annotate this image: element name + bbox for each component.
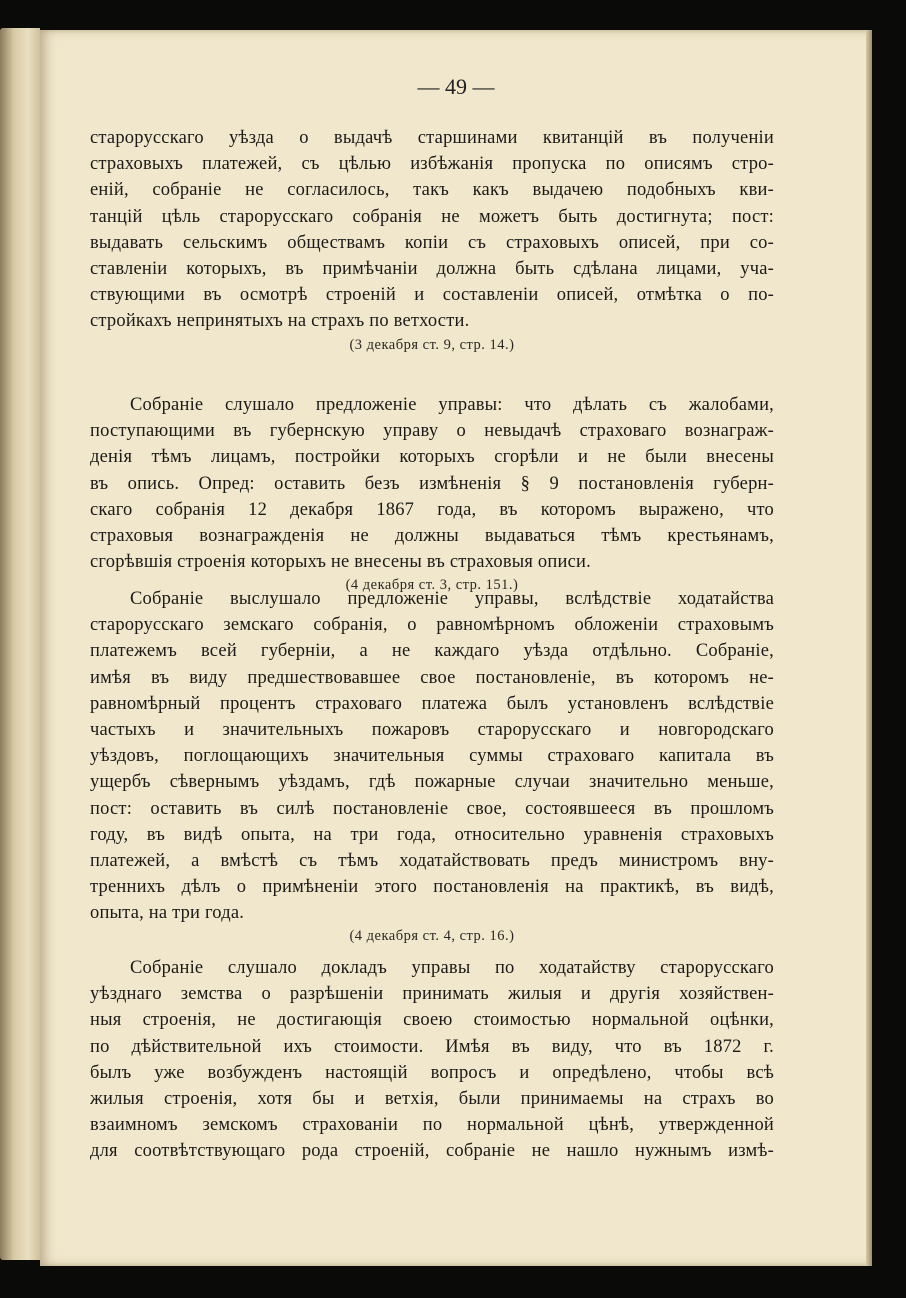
page-number: — 49 —	[417, 74, 495, 99]
paragraph-1	[90, 125, 774, 355]
text-line: скаго собранія 12 декабря 1867 года, въ которомъ выражено, что	[90, 499, 774, 520]
text-line: танцій цѣль старорусскаго собранія не можетъ быть достигнута; пост:	[90, 206, 774, 227]
text-line: Собраніе слушало докладъ управы по ходатайству старорусскаго	[130, 958, 774, 978]
text-line: пост: оставить въ силѣ постановленіе свое, состоявшееся въ прошломъ	[90, 798, 774, 819]
text-line: платежей, а вмѣстѣ съ тѣмъ ходатайствовать предъ министромъ вну-	[90, 850, 774, 871]
text-line: страховыхъ платежей, съ цѣлью избѣжанія пропуска по описямъ стро-	[90, 154, 774, 175]
citation: (4 декабря ст. 4, стр. 16.)	[349, 928, 515, 945]
citation: (3 декабря ст. 9, стр. 14.)	[349, 336, 515, 353]
text-line: ныя строенія, не достигающія своею стоимостью нормальной оцѣнки,	[90, 1010, 774, 1031]
paragraph-3	[90, 586, 774, 946]
text-line: для соотвѣтствующаго рода строеній, собраніе не нашло нужнымъ измѣ-	[90, 1141, 774, 1162]
text-line: стройкахъ непринятыхъ на страхъ по ветхости.	[90, 311, 470, 332]
text-line: страховыя вознагражденія не должны выдаваться тѣмъ крестьянамъ,	[90, 525, 774, 546]
text-line: ствующими въ осмотрѣ строеній и составленіи описей, отмѣтка о по-	[90, 285, 774, 306]
text-line: выдавать сельскимъ обществамъ копіи съ страховыхъ описей, при со-	[90, 232, 774, 253]
text-line: частыхъ и значительныхъ пожаровъ старорусскаго и новгородскаго	[90, 719, 774, 740]
text-line: поступающими въ губернскую управу о невыдачѣ страховаго вознаграж-	[90, 421, 774, 442]
text-line: взаимномъ земскомъ страхованіи по нормальной цѣнѣ, утвержденной	[90, 1115, 774, 1136]
text-line: старорусскаго земскаго собранія, о равномѣрномъ обложеніи страховымъ	[90, 615, 774, 636]
text-line: равномѣрный процентъ страховаго платежа былъ установленъ вслѣдствіе	[90, 693, 774, 714]
text-line: денія тѣмъ лицамъ, постройки которыхъ сгорѣли и не были внесены	[90, 447, 774, 468]
text-line: году, въ видѣ опыта, на три года, относительно уравненія страховыхъ	[90, 824, 774, 845]
paragraph-4	[90, 955, 774, 1165]
paragraph-2	[90, 392, 774, 595]
text-line: опыта, на три года.	[90, 903, 245, 924]
text-line: треннихъ дѣлъ о примѣненіи этого постановленія на практикѣ, въ видѣ,	[90, 877, 774, 898]
text-line: уѣздовъ, поглощающихъ значительныя суммы страховаго капитала въ	[90, 746, 774, 767]
text-line: платежемъ всей губерніи, а не каждаго уѣзда отдѣльно. Собраніе,	[90, 641, 774, 662]
text-line: старорусскаго уѣзда о выдачѣ старшинами квитанцій въ полученіи	[90, 128, 774, 148]
text-line: уѣзднаго земства о разрѣшеніи принимать жилыя и другія хозяйствен-	[90, 984, 774, 1005]
text-line: жилыя строенія, хотя бы и ветхія, были принимаемы на страхъ во	[90, 1088, 774, 1109]
text-line: имѣя въ виду предшествовавшее свое постановленіе, въ которомъ не-	[90, 667, 774, 688]
citation: (4 декабря ст. 3, стр. 151.)	[345, 577, 519, 594]
text-line: въ опись. Опред: оставить безъ измѣненія § 9 постановленія губерн-	[90, 473, 774, 494]
text-line: Собраніе выслушало предложеніе управы, вслѣдствіе ходатайства	[130, 589, 774, 609]
book-spine-edge	[0, 28, 40, 1260]
text-line: былъ уже возбужденъ настоящій вопросъ и опредѣлено, чтобы всѣ	[90, 1062, 774, 1083]
text-line: Собраніе слушало предложеніе управы: что дѣлать съ жалобами,	[130, 395, 774, 415]
page-edge-shadow	[866, 30, 872, 1266]
text-line: ущербъ сѣвернымъ уѣздамъ, гдѣ пожарные случаи значительно меньше,	[90, 772, 774, 793]
text-line: ставленіи которыхъ, въ примѣчаніи должна быть сдѣлана лицами, уча-	[90, 258, 774, 279]
text-line: по дѣйствительной ихъ стоимости. Имѣя въ виду, что въ 1872 г.	[90, 1036, 774, 1057]
text-line: еній, собраніе не согласилось, такъ какъ выдачею подобныхъ кви-	[90, 180, 774, 201]
text-line: сгорѣвшія строенія которыхъ не внесены въ страховыя описи.	[90, 552, 591, 573]
